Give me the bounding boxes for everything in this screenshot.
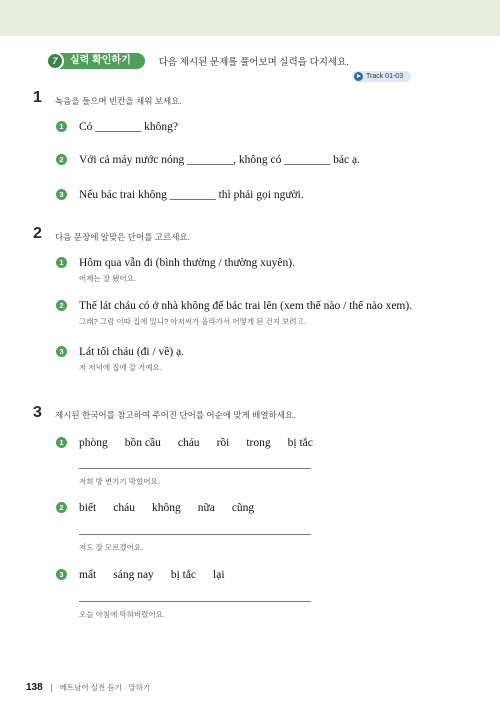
word-chip: bị tắc <box>287 437 313 449</box>
word-chip: cháu <box>177 437 200 449</box>
question-number: 3 <box>33 404 42 421</box>
item-marker: 1 <box>56 121 67 132</box>
section-number: 7 <box>46 52 64 70</box>
answer-line[interactable] <box>79 468 311 469</box>
list-item <box>56 120 178 134</box>
item-marker: 3 <box>56 189 67 200</box>
korean-hint: 오늘 아침에 막혀버렸어요. <box>79 610 165 619</box>
item-translation: 저 저녁에 집에 갈 거예요. <box>79 363 162 372</box>
word-chip: không <box>151 502 181 514</box>
section-badge <box>46 53 145 69</box>
item-sentence: Có ________ không? <box>79 121 179 133</box>
section-title: 실력 확인하기 <box>70 55 131 66</box>
answer-line[interactable] <box>79 601 311 602</box>
word-chip: trong <box>246 437 271 449</box>
section-instruction: 다음 제시된 문제를 풀어보며 실력을 다지세요. <box>158 57 349 68</box>
section-header <box>46 53 349 69</box>
item-sentence: Hôm qua vẫn đi (bình thường / thường xuyên). <box>79 257 295 269</box>
item-sentence: Thế lát cháu có ở nhà không để bác trai lên (xem thế nào / thế nào xem). <box>79 300 413 312</box>
footer-divider <box>51 684 52 692</box>
word-chip: phòng <box>79 437 108 449</box>
page-number: 138 <box>26 682 43 693</box>
list-item <box>56 256 295 284</box>
answer-line[interactable] <box>79 534 311 535</box>
list-item <box>56 436 330 450</box>
word-chip: bồn cầu <box>124 437 161 449</box>
audio-track-badge[interactable] <box>352 71 411 82</box>
question-number: 2 <box>33 225 42 242</box>
question-instruction: 녹음을 들으며 빈칸을 채워 보세요. <box>55 96 182 106</box>
list-item <box>56 299 412 327</box>
item-marker: 2 <box>56 154 67 165</box>
korean-hint: 저희 방 변기기 막혔어요. <box>79 477 160 486</box>
word-chip: mất <box>79 569 97 581</box>
item-sentence: Với cả máy nước nóng ________, không có ________ bác ạ. <box>79 154 360 166</box>
item-marker: 3 <box>56 569 67 580</box>
list-item <box>56 501 271 515</box>
page-footer <box>26 682 150 693</box>
list-item <box>56 153 360 167</box>
item-sentence: Nếu bác trai không ________ thì phải gọi người. <box>79 189 304 201</box>
list-item <box>56 188 304 202</box>
word-chip: bị tắc <box>170 569 197 581</box>
word-chip: cũng <box>231 502 255 514</box>
item-marker: 1 <box>56 437 67 448</box>
item-translation: 그래? 그럼 이따 집에 있니? 아저씨가 올라가서 어떻게 된 건지 보려고. <box>79 317 306 326</box>
top-band <box>0 0 500 36</box>
question-number: 1 <box>33 89 42 106</box>
list-item <box>56 345 184 373</box>
word-chip: nữa <box>197 502 215 514</box>
question-instruction: 다음 문장에 알맞은 단어를 고르세요. <box>55 232 190 242</box>
word-chip: rồi <box>216 437 230 449</box>
item-sentence: Lát tối cháu (đi / về) ạ. <box>79 346 185 358</box>
item-marker: 2 <box>56 502 67 513</box>
word-chip: cháu <box>113 502 135 514</box>
track-label: Track 01-03 <box>366 73 404 80</box>
word-chip: biết <box>79 502 97 514</box>
list-item <box>56 568 242 582</box>
play-icon <box>354 72 363 81</box>
item-marker: 3 <box>56 346 67 357</box>
question-instruction: 제시된 한국어를 참고하여 주어진 단어를 어순에 맞게 배열하세요. <box>55 410 296 420</box>
item-marker: 1 <box>56 257 67 268</box>
word-chip: lại <box>213 569 225 581</box>
word-chip: sáng nay <box>113 569 154 581</box>
item-translation: 어제는 잘 됐어요. <box>79 274 136 283</box>
item-marker: 2 <box>56 300 67 311</box>
book-title: 베트남어 실전 듣기 · 말하기 <box>59 683 151 692</box>
korean-hint: 저도 잘 모르겠어요. <box>79 543 144 552</box>
